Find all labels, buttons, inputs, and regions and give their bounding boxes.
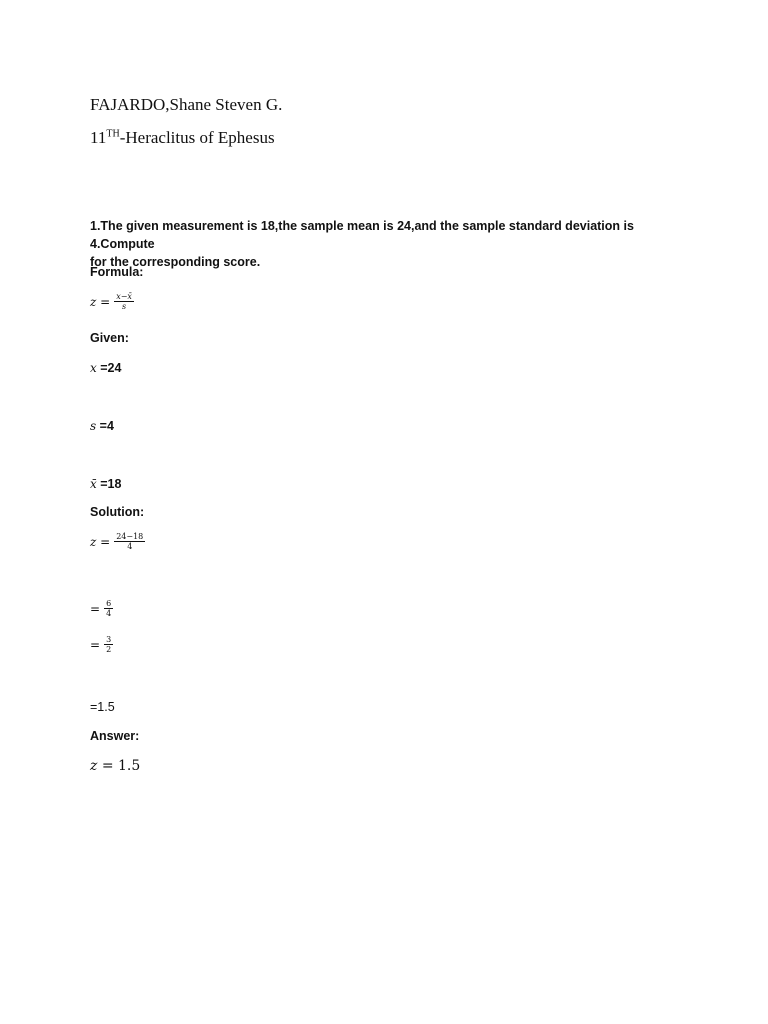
given-label: Given: — [90, 331, 129, 345]
formula-label: Formula: — [90, 265, 144, 279]
section-prefix: 11 — [90, 128, 107, 147]
given-x-value: =24 — [96, 361, 122, 375]
formula-lhs: z = — [90, 294, 111, 309]
step2-fraction — [104, 599, 113, 618]
step2-numerator: 6 — [106, 599, 112, 608]
solution-label: Solution: — [90, 505, 145, 519]
step2-denominator: 4 — [106, 609, 112, 618]
step1-fraction — [114, 532, 145, 551]
answer-equation — [90, 758, 140, 774]
given-s-value: =4 — [96, 419, 114, 433]
solution-step-4: =1.5 — [90, 700, 115, 714]
section-line — [90, 128, 275, 148]
given-xbar-value: =18 — [96, 477, 122, 491]
problem-statement — [90, 217, 690, 271]
problem-line-1: 1.The given measurement is 18,the sample mean is 24,and the sample standard deviation is 4.Compute — [90, 219, 634, 251]
formula-denominator: s — [122, 302, 127, 311]
step3-fraction — [104, 635, 113, 654]
given-x-var: x — [90, 361, 97, 375]
solution-step-3 — [90, 635, 113, 654]
given-s — [90, 419, 114, 433]
solution-step-2 — [90, 599, 113, 618]
given-x — [90, 361, 121, 375]
problem-line-2: for the corresponding score. — [90, 255, 261, 269]
step1-numerator: 24−18 — [116, 532, 144, 541]
step3-numerator: 3 — [106, 635, 112, 644]
solution-step-1 — [90, 532, 145, 551]
answer-lhs: z — [90, 758, 98, 774]
section-superscript: TH — [106, 128, 120, 140]
given-s-var: s — [90, 419, 97, 433]
formula-numerator: x−x̄ — [116, 292, 132, 301]
step2-lhs: = — [90, 601, 101, 616]
step1-denominator: 4 — [127, 542, 133, 551]
step1-lhs: z = — [90, 534, 111, 549]
step3-denominator: 2 — [106, 645, 112, 654]
given-xbar — [90, 477, 121, 491]
answer-value: = 1.5 — [97, 758, 141, 774]
student-name: FAJARDO,Shane Steven G. — [90, 95, 283, 114]
formula-fraction — [114, 292, 134, 311]
step3-lhs: = — [90, 637, 101, 652]
given-xbar-var: x̄ — [90, 477, 97, 491]
section-name: -Heraclitus of Ephesus — [119, 128, 275, 147]
answer-label: Answer: — [90, 729, 140, 743]
formula-equation — [90, 292, 134, 311]
